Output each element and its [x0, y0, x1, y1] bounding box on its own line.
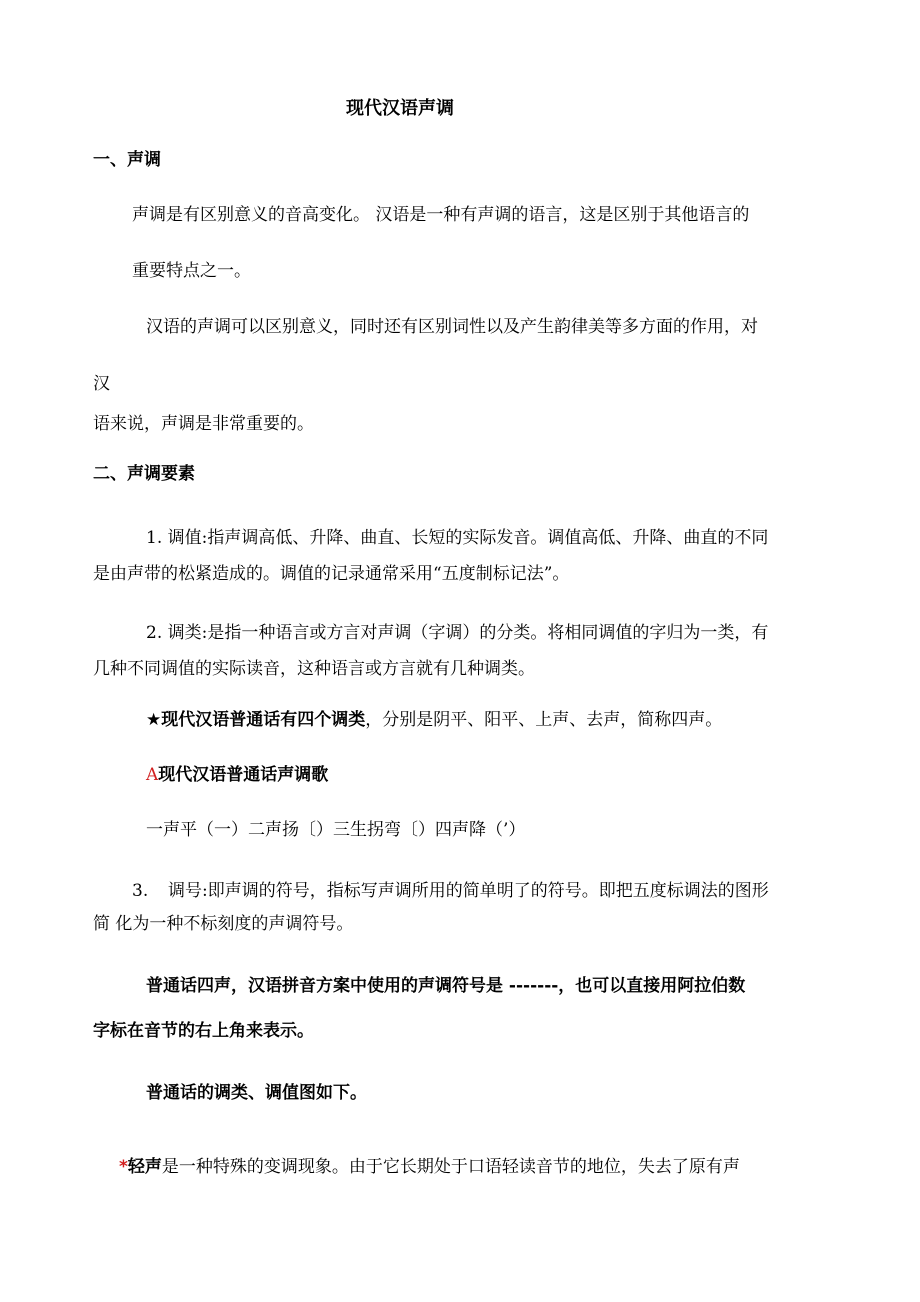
star-icon: ★ [146, 710, 162, 730]
list-item-line: 调号:即声调的符号，指标写声调所用的简单明了的符号。即把五度标调法的图形 [168, 881, 769, 901]
section-heading-tone-elements: 二、声调要素 [93, 464, 195, 484]
bold-paragraph-line: 普通话四声，汉语拼音方案中使用的声调符号是 -------，也可以直接用阿拉伯数 [146, 976, 746, 996]
neutral-tone-line [119, 1156, 740, 1178]
list-item-line: 是由声带的松紧造成的。调值的记录通常采用“五度制标记法”。 [93, 564, 570, 584]
body-text: 是一种特殊的变调现象。由于它长期处于口语轻读音节的地位，失去了原有声 [161, 1157, 740, 1177]
song-title: 现代汉语普通话声调歌 [158, 765, 329, 785]
paragraph-line: 声调是有区别意义的音高变化。 汉语是一种有声调的语言，这是区别于其他语言的 [132, 205, 750, 225]
paragraph-line: 汉 [93, 374, 110, 394]
asterisk-icon: * [119, 1157, 128, 1177]
list-item-number: 3. [132, 881, 149, 901]
body-text: ，分别是阴平、阳平、上声、去声，简称四声。 [365, 710, 723, 730]
page-title: 现代汉语声调 [346, 98, 454, 119]
list-item-line: 2. 调类:是指一种语言或方言对声调（字调）的分类。将相同调值的字归为一类，有 [146, 623, 769, 643]
song-heading [146, 764, 328, 786]
emphasis-text: 现代汉语普通话有四个调类 [161, 710, 366, 730]
marker-a: A [146, 765, 159, 785]
list-item-line: 1. 调值:指声调高低、升降、曲直、长短的实际发音。调值高低、升降、曲直的不同 [146, 528, 769, 548]
highlight-line [146, 709, 722, 731]
list-item-line: 几种不同调值的实际读音，这种语言或方言就有几种调类。 [93, 659, 535, 679]
list-item-line: 简 化为一种不标刻度的声调符号。 [93, 914, 354, 934]
section-heading-tone: 一、声调 [93, 150, 161, 170]
paragraph-line: 语来说，声调是非常重要的。 [93, 414, 314, 434]
emphasis-text: 轻声 [127, 1157, 162, 1177]
song-line: 一声平（一）二声扬〔）三生拐弯〔）四声降（’） [146, 820, 526, 840]
paragraph-line: 汉语的声调可以区别意义，同时还有区别词性以及产生韵律美等多方面的作用，对 [146, 317, 758, 337]
bold-paragraph: 普通话的调类、调值图如下。 [146, 1083, 367, 1103]
bold-paragraph-line: 字标在音节的右上角来表示。 [93, 1021, 314, 1041]
paragraph-line: 重要特点之一。 [132, 261, 251, 281]
